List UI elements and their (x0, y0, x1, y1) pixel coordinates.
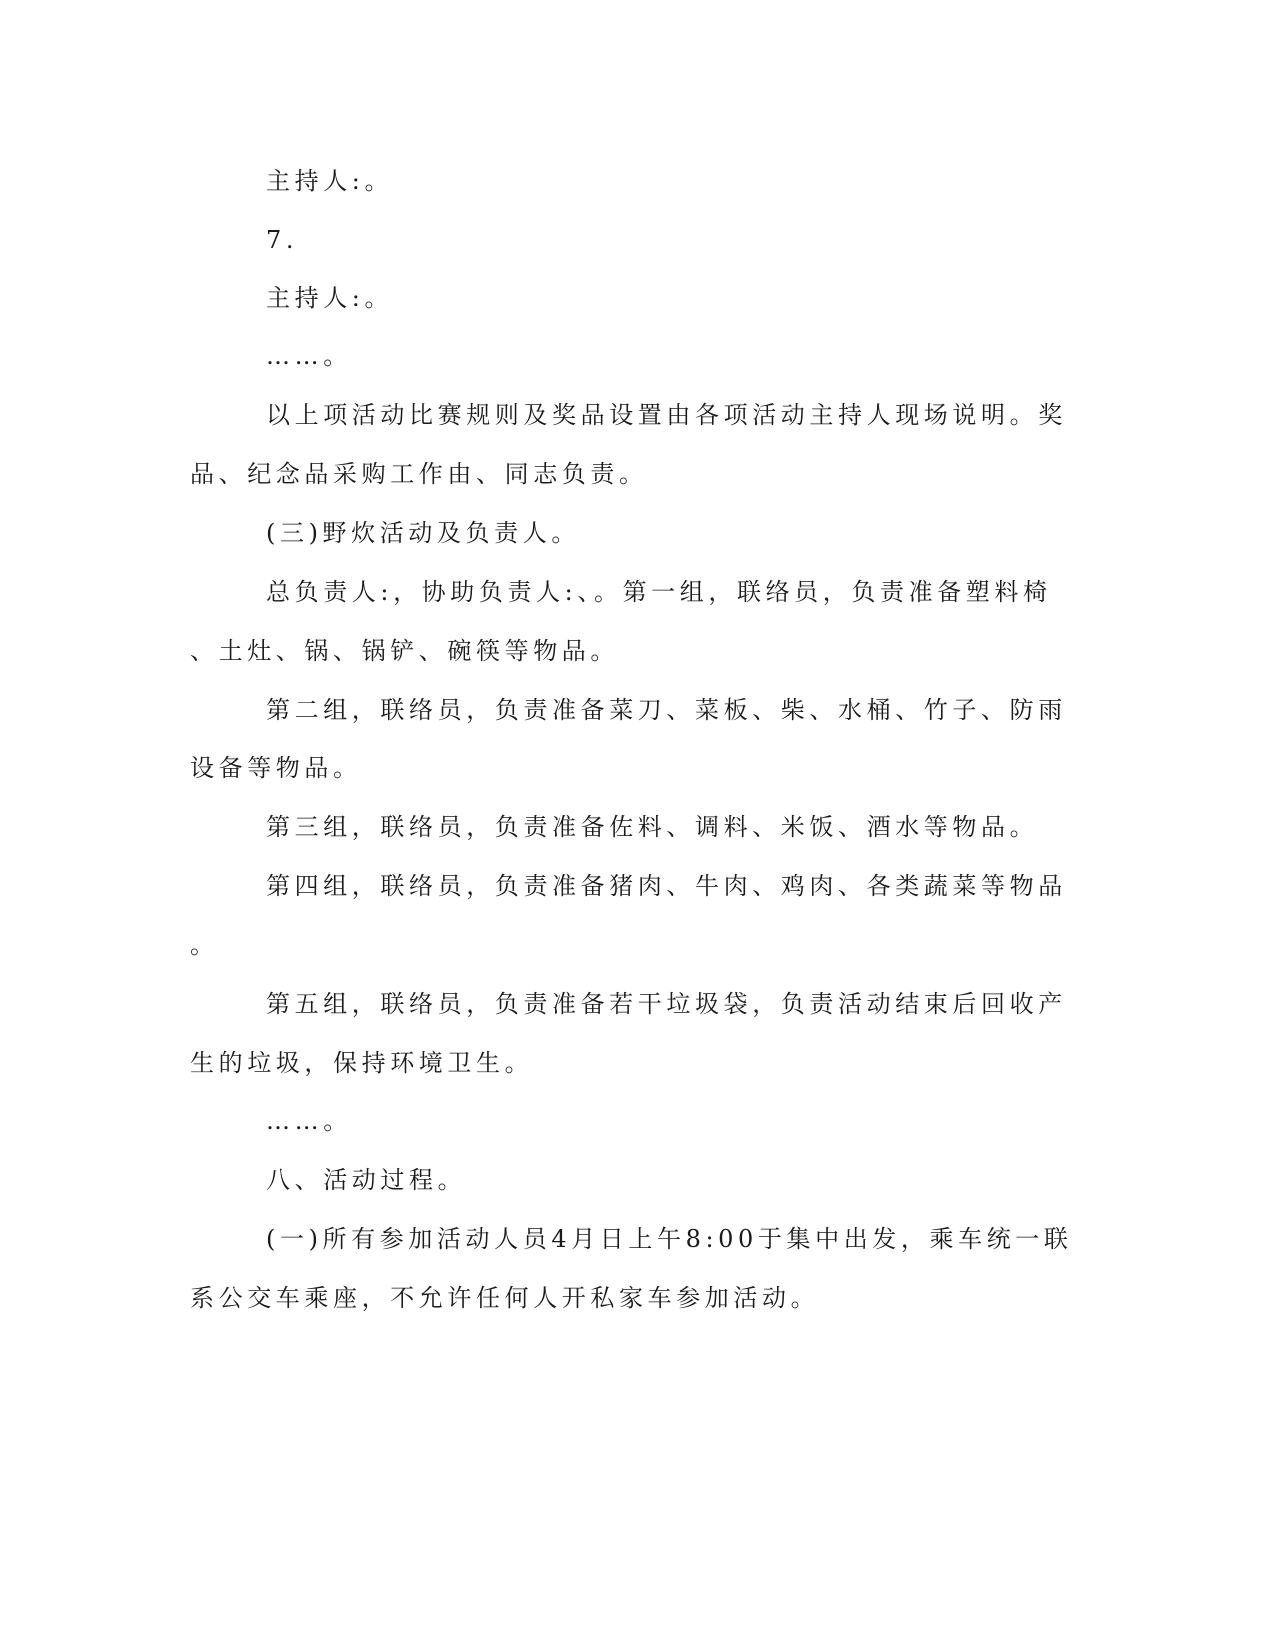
group-two-line-1: 第二组，联络员，负责准备菜刀、菜板、柴、水桶、竹子、防雨 (266, 696, 1067, 724)
ellipsis-line-2: ……。 (266, 1107, 352, 1135)
section-heading-picnic: (三)野炊活动及负责人。 (266, 519, 580, 547)
group-four-line-2: 。 (190, 931, 219, 959)
section-heading-process: 八、活动过程。 (266, 1166, 467, 1194)
group-three-line: 第三组，联络员，负责准备佐料、调料、米饭、酒水等物品。 (266, 813, 1039, 841)
process-item-1-line-1: (一)所有参加活动人员4月日上午8:00于集中出发，乘车统一联 (266, 1225, 1073, 1253)
ellipsis-line-1: ……。 (266, 342, 352, 370)
item-number-7: 7. (266, 226, 299, 254)
host-line-2: 主持人:。 (266, 284, 394, 312)
group-four-line-1: 第四组，联络员，负责准备猪肉、牛肉、鸡肉、各类蔬菜等物品 (266, 872, 1067, 900)
group-two-line-2: 设备等物品。 (190, 754, 362, 782)
rules-paragraph-line-1: 以上项活动比赛规则及奖品设置由各项活动主持人现场说明。奖 (266, 401, 1067, 429)
group-one-line-1: 总负责人:，协助负责人:、。第一组，联络员，负责准备塑料椅 (266, 578, 1052, 606)
group-five-line-1: 第五组，联络员，负责准备若干垃圾袋，负责活动结束后回收产 (266, 990, 1067, 1018)
process-item-1-line-2: 系公交车乘座，不允许任何人开私家车参加活动。 (190, 1284, 820, 1312)
group-one-line-2: 、土灶、锅、锅铲、碗筷等物品。 (190, 637, 619, 665)
group-five-line-2: 生的垃圾，保持环境卫生。 (190, 1049, 534, 1077)
rules-paragraph-line-2: 品、纪念品采购工作由、同志负责。 (190, 460, 648, 488)
host-line-1: 主持人:。 (266, 167, 394, 195)
